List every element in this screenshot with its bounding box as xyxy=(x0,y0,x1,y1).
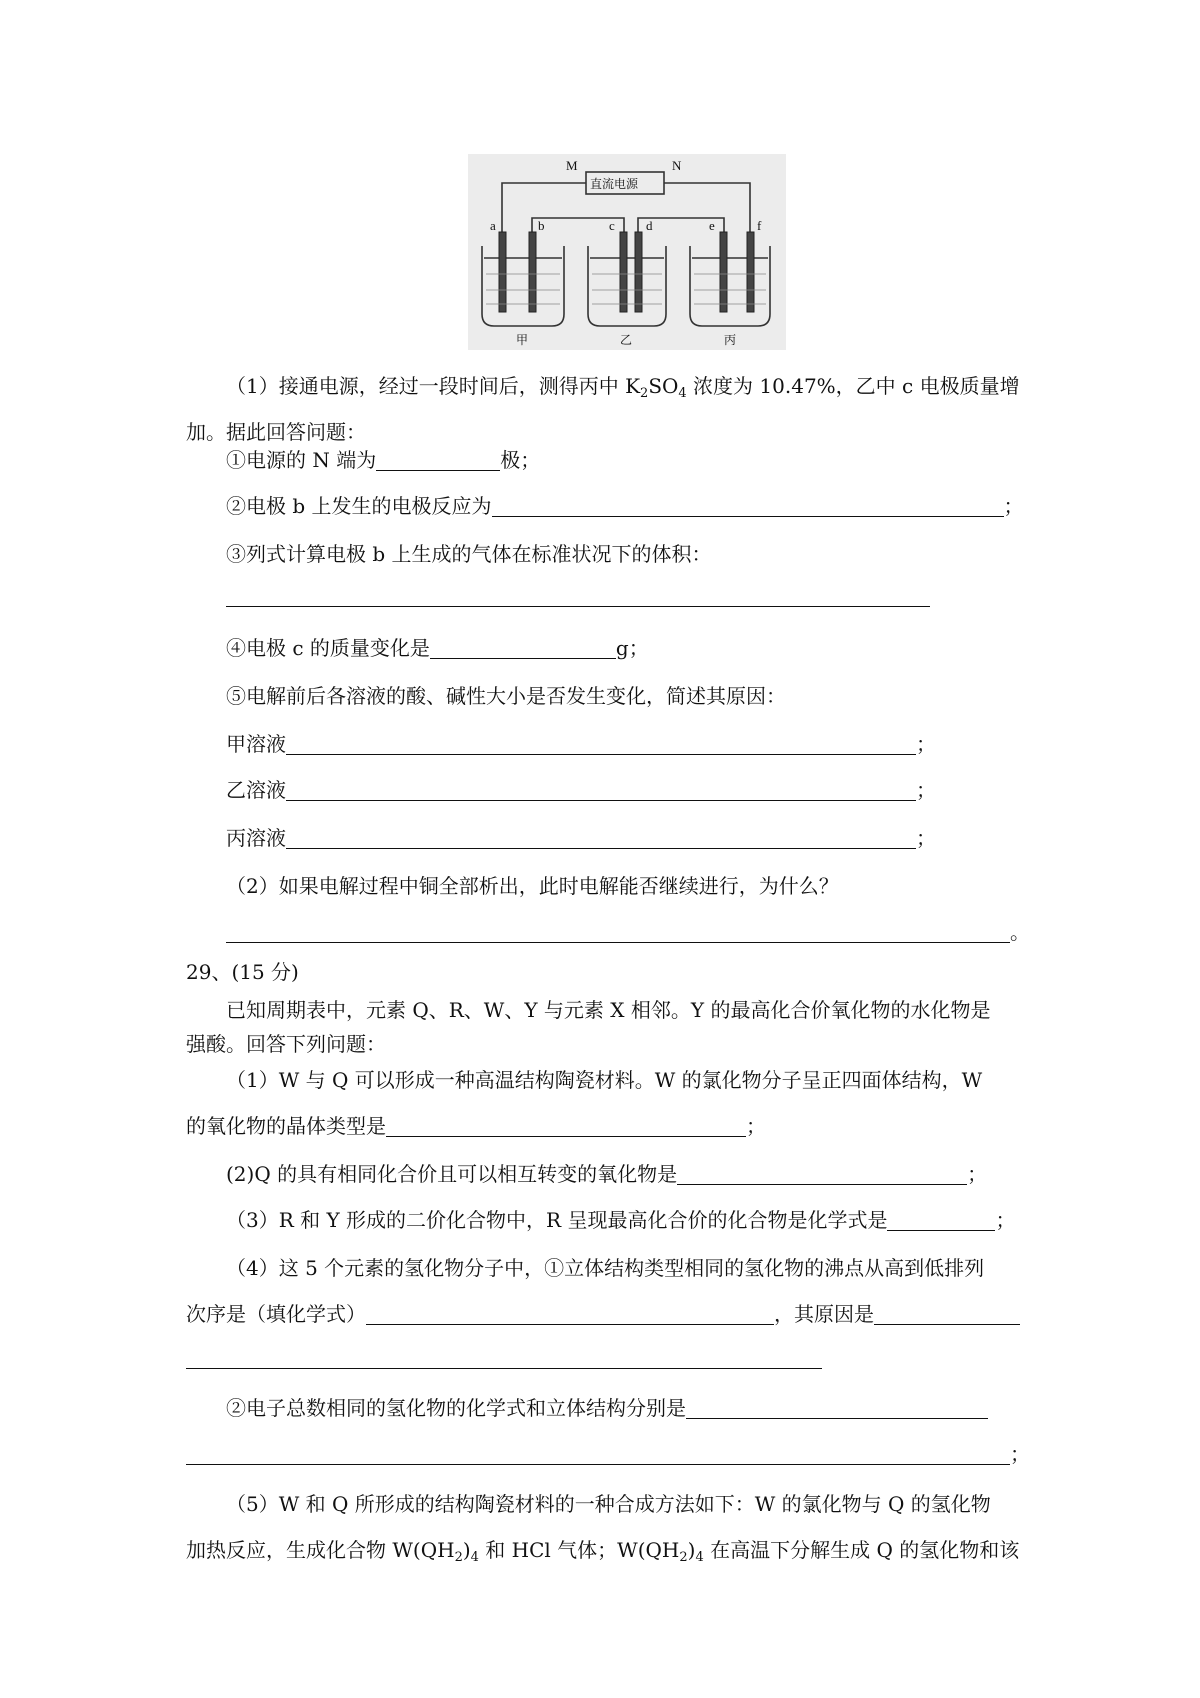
p29-s3-suffix: ； xyxy=(995,1208,1016,1232)
q2-text: （2）如果电解过程中铜全部析出，此时电解能否继续进行，为什么？ xyxy=(226,874,839,898)
p29-s5-text-e: 在高温下分解生成 Q 的氢化物和该 xyxy=(703,1538,1020,1562)
p29-s1-text: 的氧化物的晶体类型是 xyxy=(186,1114,386,1138)
q2-answer-row xyxy=(226,918,1030,946)
q1-s3: ③列式计算电极 b 上生成的气体在标准状况下的体积： xyxy=(226,542,712,566)
label-power-supply: 直流电源 xyxy=(590,177,639,191)
label-a: a xyxy=(490,218,496,233)
label-f: f xyxy=(757,218,762,233)
label-jia: 甲 xyxy=(516,333,529,347)
label-b: b xyxy=(538,218,545,233)
electrolysis-apparatus-diagram xyxy=(468,154,786,350)
p29-s1-answer-blank[interactable] xyxy=(386,1116,746,1137)
q1-s2-text: ②电极 b 上发生的电极反应为 xyxy=(226,494,492,518)
label-m: M xyxy=(566,158,578,173)
q1-intro-sub1: 2 xyxy=(640,386,649,401)
q1-s4-answer-blank[interactable] xyxy=(430,638,616,659)
p29-s4-2-answer-blank[interactable] xyxy=(686,1398,988,1419)
q1-intro-text-c: 浓度为 10.47%，乙中 c 电极质量增 xyxy=(686,374,1020,398)
q2-end-mark: 。 xyxy=(1010,920,1030,944)
p29-s5-sub1: 2 xyxy=(454,1550,463,1565)
q1-s5: ⑤电解前后各溶液的酸、碱性大小是否发生变化，简述其原因： xyxy=(226,684,786,708)
q1-yi-answer-blank[interactable] xyxy=(286,780,916,801)
label-n: N xyxy=(672,158,682,173)
p29-intro-line2: 强酸。回答下列问题： xyxy=(186,1032,386,1056)
p29-s4-2 xyxy=(226,1394,988,1422)
q1-jia-label: 甲溶液 xyxy=(226,732,286,756)
p29-s5-line1: （5）W 和 Q 所形成的结构陶瓷材料的一种合成方法如下：W 的氯化物与 Q 的氢化物 xyxy=(226,1492,991,1516)
p29-s2-text: (2)Q 的具有相同化合价且可以相互转变的氧化物是 xyxy=(226,1162,678,1186)
q1-intro-text-b: SO xyxy=(648,374,679,398)
q1-s2 xyxy=(226,492,1024,520)
p29-s5-text-b: ) xyxy=(462,1538,471,1562)
q1-s2-answer-blank[interactable] xyxy=(492,496,1004,517)
p29-s5-line2 xyxy=(186,1536,1019,1564)
q1-s4 xyxy=(226,634,649,662)
q1-jia-suffix: ； xyxy=(916,732,936,756)
p29-s4-line1: （4）这 5 个元素的氢化物分子中，①立体结构类型相同的氢化物的沸点从高到低排列 xyxy=(226,1256,985,1280)
q1-intro-sub2: 4 xyxy=(678,386,687,401)
p29-s4-2-cont xyxy=(186,1440,1030,1468)
electrode-d xyxy=(635,232,642,312)
p29-s5-sub4: 4 xyxy=(695,1550,704,1565)
label-e: e xyxy=(709,218,715,233)
p29-s5-text-a: 加热反应，生成化合物 W(QH xyxy=(186,1538,455,1562)
p29-s3-answer-blank[interactable] xyxy=(887,1210,995,1231)
p29-s4-2-suffix: ； xyxy=(1010,1442,1030,1466)
electrode-c xyxy=(620,232,627,312)
p29-s1-line1: （1）W 与 Q 可以形成一种高温结构陶瓷材料。W 的氯化物分子呈正四面体结构，W xyxy=(226,1068,983,1092)
electrode-e xyxy=(720,232,727,312)
p29-s4-reason-blank[interactable] xyxy=(874,1304,1020,1325)
q1-yi-label: 乙溶液 xyxy=(226,778,286,802)
label-bing: 丙 xyxy=(724,333,737,347)
q1-yi-suffix: ； xyxy=(916,778,936,802)
p29-s5-text-c: 和 HCl 气体；W(QH xyxy=(478,1538,680,1562)
p29-s4-line2 xyxy=(186,1300,1020,1328)
p29-s5-sub2: 4 xyxy=(470,1550,479,1565)
p29-s2-suffix: ； xyxy=(967,1162,988,1186)
electrode-b xyxy=(529,232,536,312)
electrode-a xyxy=(499,232,506,312)
p29-s2 xyxy=(226,1160,987,1188)
q1-s2-suffix: ； xyxy=(1003,494,1024,518)
electrode-f xyxy=(747,232,754,312)
p29-s5-text-d: ) xyxy=(687,1538,696,1562)
q1-jia-row xyxy=(226,730,936,758)
p29-s4-2-answer-blank-cont[interactable] xyxy=(186,1444,1010,1465)
p29-header: 29、(15 分) xyxy=(186,960,299,984)
p29-s4-text-a: 次序是（填化学式） xyxy=(186,1302,366,1326)
p29-s1-suffix: ； xyxy=(746,1114,766,1138)
p29-s1-line2 xyxy=(186,1112,766,1140)
p29-intro-line1: 已知周期表中，元素 Q、R、W、Y 与元素 X 相邻。Y 的最高化合价氧化物的水化物是 xyxy=(226,998,991,1022)
p29-s5-sub3: 2 xyxy=(679,1550,688,1565)
q1-s1 xyxy=(226,446,540,474)
q1-bing-label: 丙溶液 xyxy=(226,826,286,850)
q1-s3-answer-blank[interactable] xyxy=(226,606,930,607)
label-d: d xyxy=(646,218,653,233)
q1-intro-line1 xyxy=(226,372,1020,400)
q1-s4-suffix: g； xyxy=(615,636,649,660)
p29-s3-text: （3）R 和 Y 形成的二价化合物中，R 呈现最高化合价的化合物是化学式是 xyxy=(226,1208,888,1232)
p29-s4-text-b: ，其原因是 xyxy=(774,1302,874,1326)
p29-s2-answer-blank[interactable] xyxy=(677,1164,967,1185)
q1-yi-row xyxy=(226,776,936,804)
p29-s4-reason-blank-cont[interactable] xyxy=(186,1368,822,1369)
p29-s4-2-text: ②电子总数相同的氢化物的化学式和立体结构分别是 xyxy=(226,1396,686,1420)
q1-intro-text-a: （1）接通电源，经过一段时间后，测得丙中 K xyxy=(226,374,641,398)
wire-n-to-f xyxy=(664,183,750,232)
q1-s4-text: ④电极 c 的质量变化是 xyxy=(226,636,430,660)
p29-s4-order-blank[interactable] xyxy=(366,1304,774,1325)
q1-intro-line2: 加。据此回答问题： xyxy=(186,420,366,444)
label-yi: 乙 xyxy=(620,333,633,347)
p29-s3 xyxy=(226,1206,1015,1234)
q1-bing-suffix: ； xyxy=(916,826,936,850)
electrolysis-apparatus-figure xyxy=(468,154,786,350)
q1-bing-row xyxy=(226,824,936,852)
q2-answer-blank[interactable] xyxy=(226,922,1010,943)
q1-s1-answer-blank[interactable] xyxy=(376,450,500,471)
q1-s1-suffix: 极； xyxy=(500,448,541,472)
q1-bing-answer-blank[interactable] xyxy=(286,828,916,849)
label-c: c xyxy=(609,218,615,233)
q1-s1-text: ①电源的 N 端为 xyxy=(226,448,377,472)
q1-jia-answer-blank[interactable] xyxy=(286,734,916,755)
